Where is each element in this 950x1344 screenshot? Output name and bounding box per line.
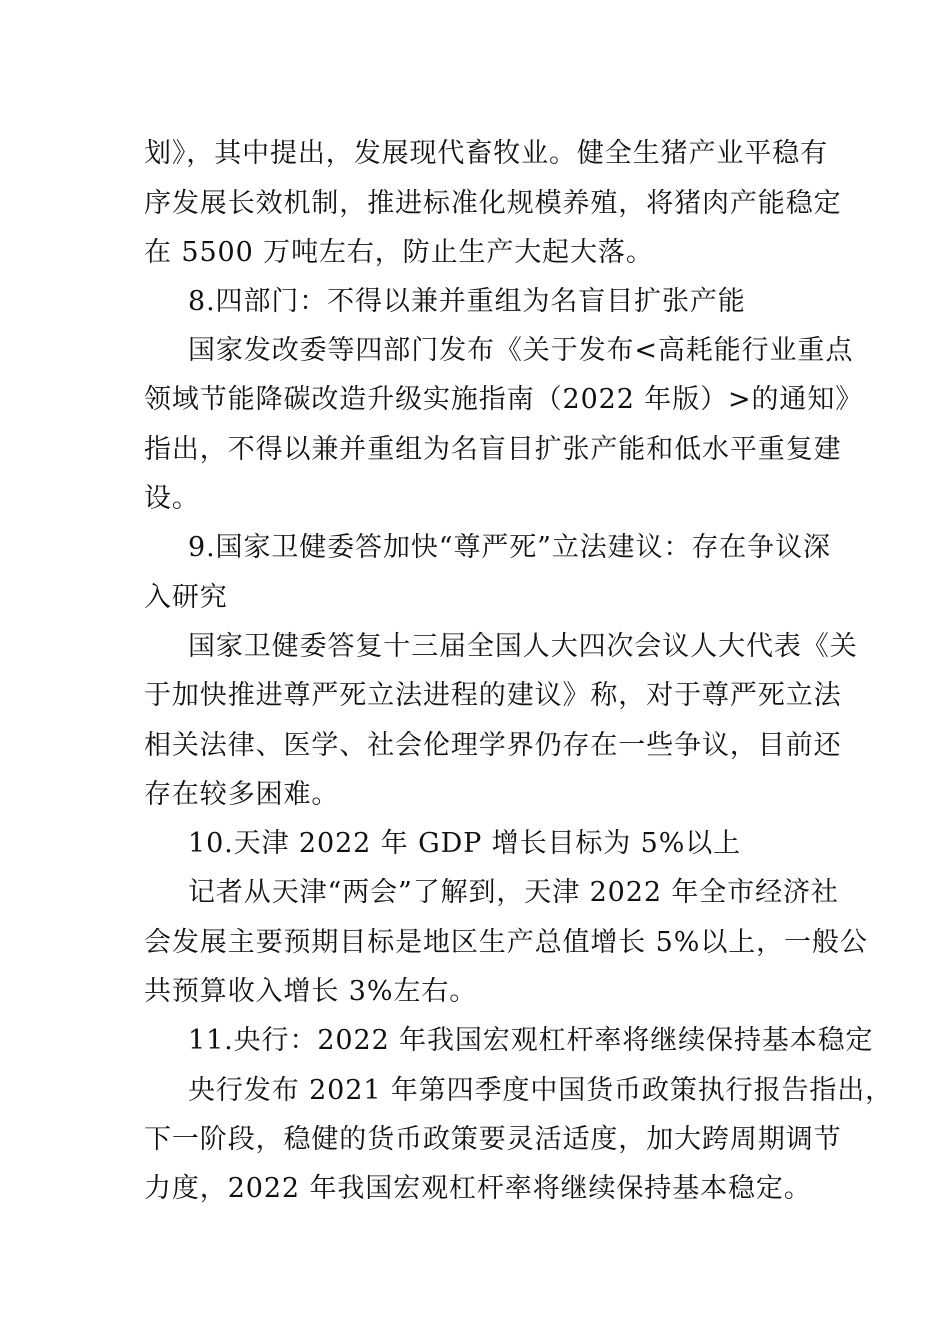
body-text-line: 存在较多困难。	[144, 779, 340, 810]
section-heading-9-continued: 入研究	[144, 582, 228, 613]
body-text-line: 会发展主要预期目标是地区生产总值增长 5%以上，一般公	[144, 927, 868, 958]
section-heading-11: 11.央行：2022 年我国宏观杠杆率将继续保持基本稳定	[188, 1025, 874, 1056]
section-heading-8: 8.四部门：不得以兼并重组为名盲目扩张产能	[188, 286, 746, 317]
body-text-line: 在 5500 万吨左右，防止生产大起大落。	[144, 237, 654, 268]
section-heading-9: 9.国家卫健委答加快“尊严死”立法建议：存在争议深	[188, 532, 831, 563]
body-text-line: 共预算收入增长 3%左右。	[144, 976, 478, 1007]
body-text-line: 于加快推进尊严死立法进程的建议》称，对于尊严死立法	[144, 680, 842, 711]
body-text-line: 指出，不得以兼并重组为名盲目扩张产能和低水平重复建	[144, 434, 842, 465]
body-text-line: 记者从天津“两会”了解到，天津 2022 年全市经济社	[188, 877, 839, 908]
body-text-line: 序发展长效机制，推进标准化规模养殖，将猪肉产能稳定	[144, 188, 842, 219]
body-text-line: 相关法律、医学、社会伦理学界仍存在一些争议，目前还	[144, 730, 842, 761]
section-heading-10: 10.天津 2022 年 GDP 增长目标为 5%以上	[188, 828, 742, 859]
body-text-line: 国家卫健委答复十三届全国人大四次会议人大代表《关	[188, 631, 858, 662]
body-text-line: 国家发改委等四部门发布《关于发布<高耗能行业重点	[188, 335, 854, 366]
body-text-line: 设。	[144, 483, 200, 514]
body-text-line: 划》，其中提出，发展现代畜牧业。健全生猪产业平稳有	[144, 138, 828, 169]
body-text-line: 下一阶段，稳健的货币政策要灵活适度，加大跨周期调节	[144, 1124, 842, 1155]
body-text-line: 央行发布 2021 年第四季度中国货币政策执行报告指出，	[188, 1075, 894, 1106]
body-text-line: 领域节能降碳改造升级实施指南（2022 年版）>的通知》	[144, 384, 864, 415]
body-text-line: 力度，2022 年我国宏观杠杆率将继续保持基本稳定。	[144, 1173, 812, 1204]
